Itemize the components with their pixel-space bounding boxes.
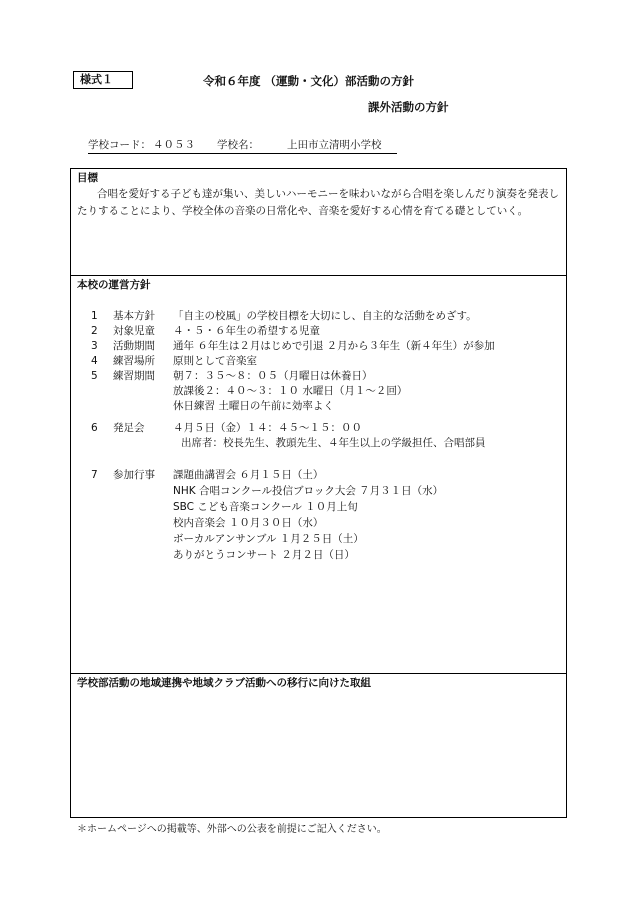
policy-item-value: 放課後２：４０～３：１０ 水曜日（月１～２回） [173, 385, 408, 397]
policy-item-label: 練習期間 [113, 370, 155, 382]
goal-text: 合唱を愛好する子ども達が集い、美しいハーモニーを味わいながら合唱を楽しんだり演奏を発表したりすることにより、学校全体の音楽の日常化や、音楽を愛好する心情を育てる礎としていく。 [77, 188, 559, 217]
school-name-label: 学校名： [217, 139, 259, 151]
policy-item-number: 4 [91, 355, 98, 367]
policy-item-number: 1 [91, 310, 98, 322]
goal-section [71, 169, 566, 276]
policy-form-table [70, 168, 567, 818]
policy-item-value: 出席者：校長先生、教頭先生、４年生以上の学級担任、合唱部員 [181, 437, 486, 449]
policy-item-label: 発足会 [113, 422, 145, 434]
school-code-label: 学校コード： [88, 139, 151, 151]
policy-item-value: ボーカルアンサンブル １月２５日（土） [173, 533, 364, 545]
policy-item-label: 対象児童 [113, 325, 155, 337]
school-info-line [88, 137, 397, 154]
policy-item-value: 朝７：３５～８：０５（月曜日は休養日） [173, 370, 373, 382]
goal-heading: 目標 [77, 172, 98, 184]
policy-item-number: 3 [91, 340, 98, 352]
footnote: ＊ホームページへの掲載等、外部への公表を前提にご記入ください。 [77, 824, 387, 835]
school-name-value: 上田市立清明小学校 [287, 139, 382, 151]
policy-item-value: ありがとうコンサート ２月２日（日） [173, 549, 355, 561]
document-title: 令和６年度 （運動・文化）部活動の方針 [203, 74, 415, 88]
policy-item-label: 参加行事 [113, 469, 155, 481]
policy-item-value: 課題曲講習会 ６月１５日（土） [173, 469, 324, 481]
policy-item-value: SBC こども音楽コンクール １０月上旬 [173, 501, 358, 513]
policy-section [71, 276, 566, 674]
document-subtitle: 課外活動の方針 [368, 100, 449, 114]
policy-item-value: 原則として音楽室 [173, 355, 257, 367]
policy-item-label: 基本方針 [113, 310, 155, 322]
policy-item-number: 7 [91, 469, 98, 481]
policy-item-value: 校内音楽会 １０月３０日（水） [173, 517, 324, 529]
form-number-label: 様式１ [73, 71, 133, 89]
school-code-value: ４０５３ [153, 139, 195, 151]
policy-item-value: 通年 ６年生は２月はじめで引退 ２月から３年生（新４年生）が参加 [173, 340, 495, 352]
policy-item-value: ４月５日（金）１４：４５～１５：００ [173, 422, 362, 434]
policy-item-value: ４・５・６年生の希望する児童 [173, 325, 320, 337]
policy-item-number: 6 [91, 422, 98, 434]
policy-heading: 本校の運営方針 [77, 279, 151, 291]
community-heading: 学校部活動の地域連携や地域クラブ活動への移行に向けた取組 [77, 677, 371, 689]
policy-item-number: 5 [91, 370, 98, 382]
policy-item-value: NHK 合唱コンクール投信ブロック大会 ７月３１日（水） [173, 485, 444, 497]
community-section [71, 674, 566, 817]
policy-item-number: 2 [91, 325, 98, 337]
policy-item-value: 休日練習 土曜日の午前に効率よく [173, 400, 334, 412]
policy-item-label: 活動期間 [113, 340, 155, 352]
policy-item-value: 「自主の校風」の学校目標を大切にし、自主的な活動をめざす。 [173, 310, 477, 322]
policy-item-label: 練習場所 [113, 355, 155, 367]
